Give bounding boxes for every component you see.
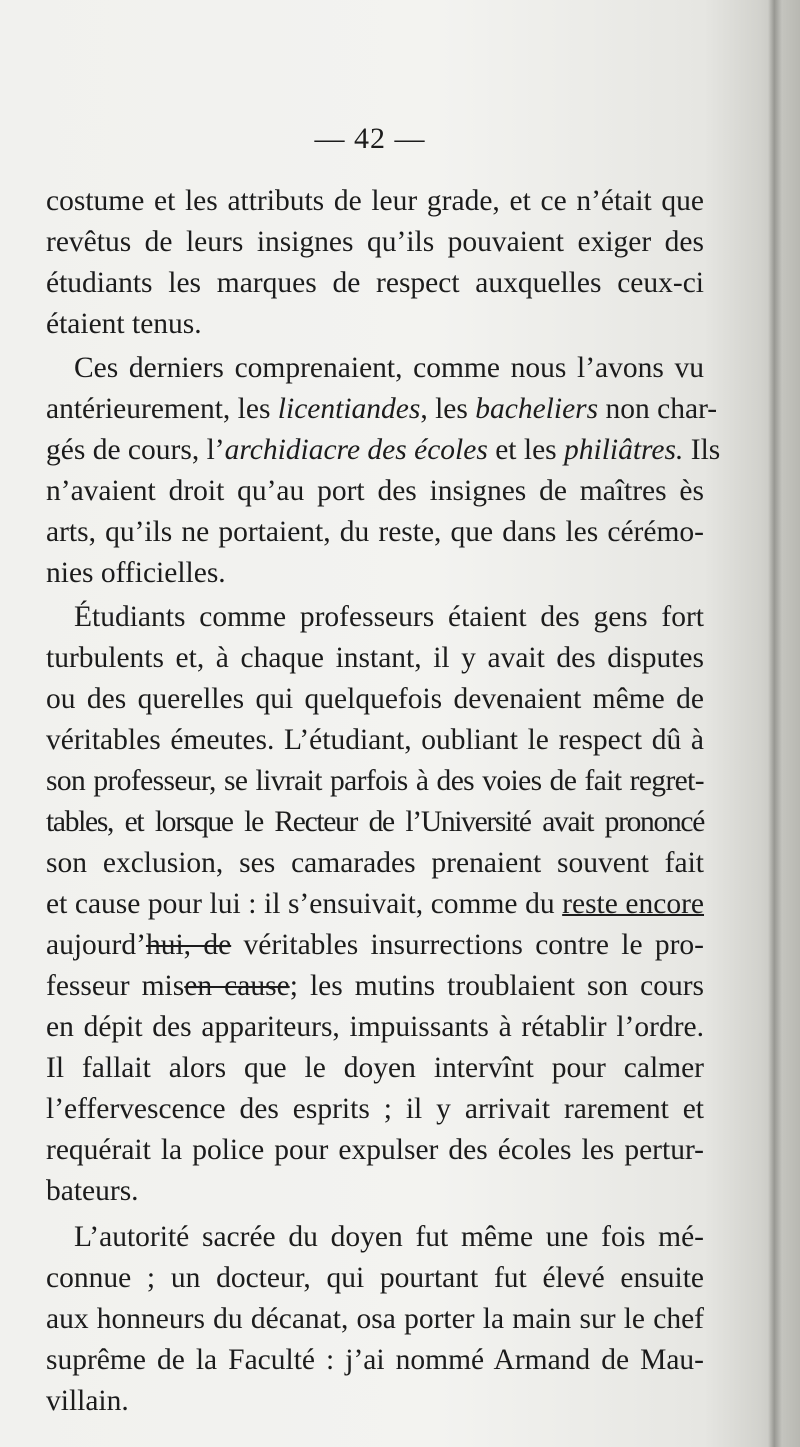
text-line: revêtus de leurs insignes qu’ils pouvaient exiger des — [46, 226, 704, 258]
text-line: étudiants les marques de respect auxquelles ceux-ci — [46, 267, 704, 299]
text-line: Il fallait alors que le doyen intervînt pour calmer — [46, 1052, 704, 1084]
text-span: véritables insurrections contre le pro- — [243, 929, 705, 961]
text-line: nies officielles. — [46, 557, 226, 589]
text-line — [46, 884, 704, 924]
underlined-text: reste encore — [562, 888, 705, 920]
struck-text: en cause — [184, 970, 290, 1002]
text-span: fesseur mis — [46, 970, 185, 1002]
text-line — [46, 966, 704, 1006]
text-line: requérait la police pour expulser des écoles les pertur- — [46, 1134, 704, 1166]
paragraph-start: Ces derniers comprenaient, comme nous l’avons vu — [74, 352, 704, 384]
text-span: antérieurement, les — [46, 393, 271, 425]
text-line: véritables émeutes. L’étudiant, oubliant le respect dû à — [46, 724, 704, 756]
text-line: son exclusion, ses camarades prenaient souvent fait — [46, 847, 704, 879]
struck-text: hui, de — [145, 929, 232, 961]
page-number: — 42 — — [314, 122, 426, 155]
text-span: ; les mutins troublaient son cours — [289, 970, 705, 1002]
text-line: ou des querelles qui quelquefois devenaient même de — [46, 683, 704, 715]
text-line: costume et les attributs de leur grade, et ce n’était que — [46, 185, 704, 217]
text-line: villain. — [46, 1385, 129, 1417]
text-span: aujourd’ — [46, 929, 146, 961]
text-span: Ils — [690, 434, 721, 466]
italic-term: archidiacre des écoles — [224, 434, 488, 466]
text-line: bateurs. — [46, 1175, 139, 1207]
text-line: connue ; un docteur, qui pourtant fut élevé ensuite — [46, 1262, 704, 1294]
italic-term: licentiandes — [277, 393, 421, 425]
text-span: et les — [495, 434, 557, 466]
italic-term: philiâtres. — [564, 434, 684, 466]
paragraph-start: L’autorité sacrée du doyen fut même une fois mé- — [74, 1221, 704, 1253]
text-span — [46, 970, 704, 1002]
text-line: turbulents et, à chaque instant, il y avait des disputes — [46, 642, 704, 674]
text-line: tables, et lorsque le Recteur de l’Université avait prononcé — [46, 806, 704, 838]
italic-term: bacheliers — [475, 393, 599, 425]
text-line: suprême de la Faculté : j’ai nommé Armand de Mau- — [46, 1344, 704, 1376]
text-span: gés de cours, l’ — [46, 434, 225, 466]
text-line: l’effervescence des esprits ; il y arrivait rarement et — [46, 1093, 704, 1125]
text-span: , les — [420, 393, 468, 425]
text-line: son professeur, se livrait parfois à des voies de fait regret- — [46, 765, 704, 797]
text-line: n’avaient droit qu’au port des insignes de maîtres ès — [46, 475, 704, 507]
paragraph-start: Étudiants comme professeurs étaient des gens fort — [74, 601, 704, 633]
text-line: en dépit des appariteurs, impuissants à rétablir l’ordre. — [46, 1011, 704, 1043]
text-line — [46, 925, 704, 965]
page-binding-edge — [768, 0, 782, 1447]
text-line: arts, qu’ils ne portaient, du reste, que dans les cérémo- — [46, 516, 704, 548]
text-line — [46, 389, 718, 429]
text-span: et cause pour lui : il s’ensuivait, comme du — [46, 888, 555, 920]
text-line — [46, 430, 721, 470]
text-span: non char- — [605, 393, 718, 425]
text-span — [46, 929, 231, 961]
text-line: étaient tenus. — [46, 308, 202, 340]
text-line: aux honneurs du décanat, osa porter la main sur le chef — [46, 1303, 704, 1335]
